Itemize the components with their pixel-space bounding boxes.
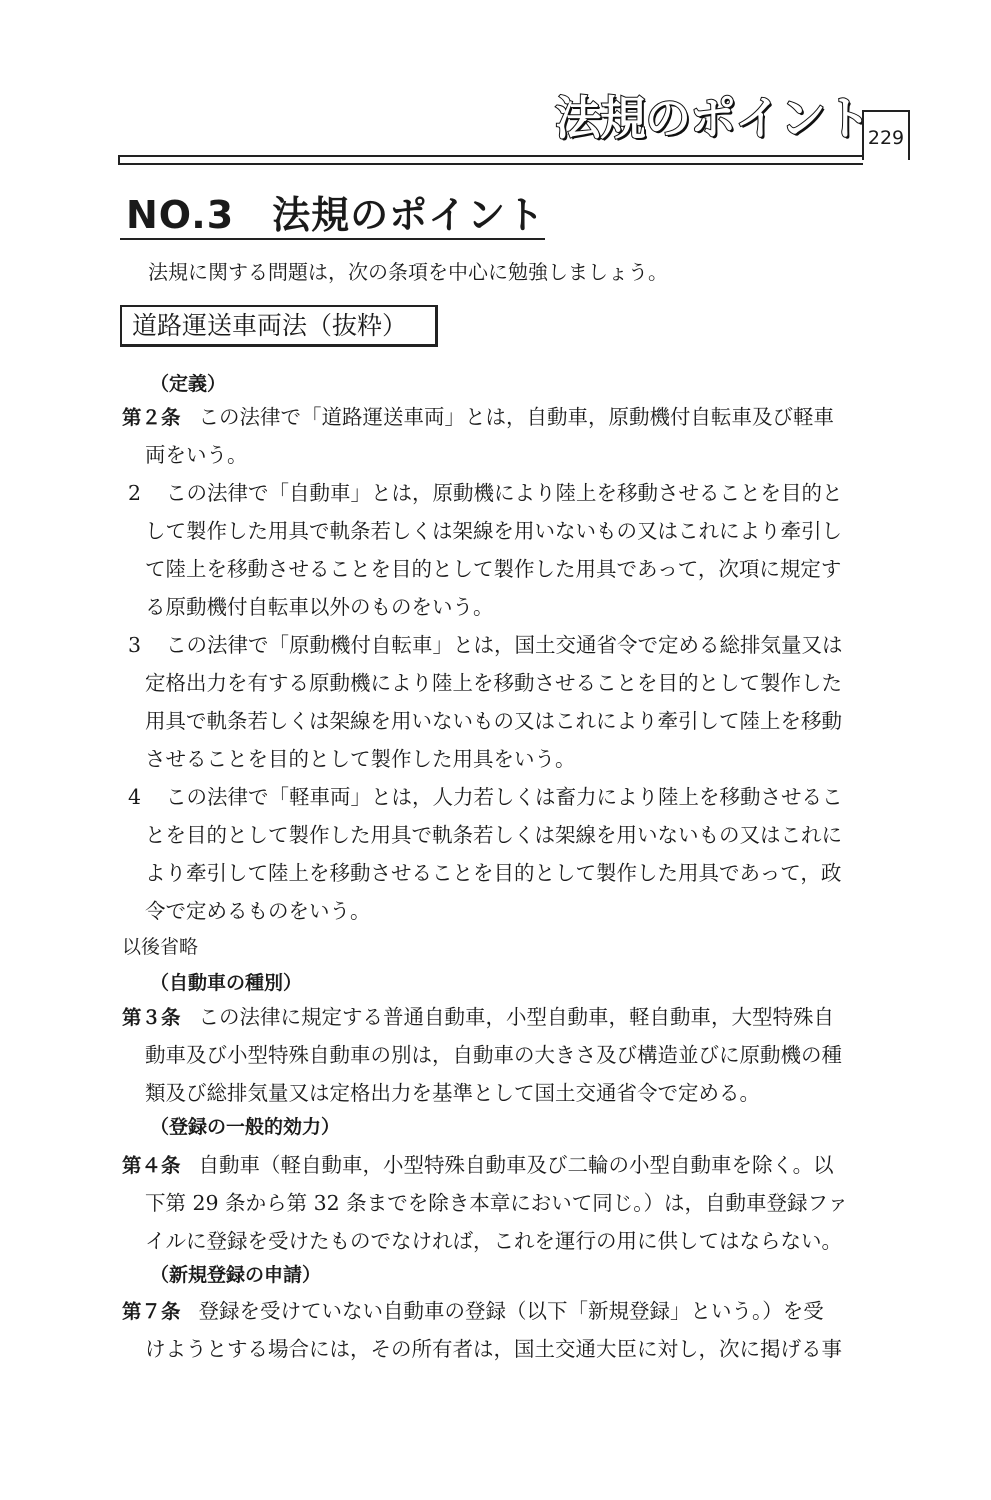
article-line: 類及び総排気量又は定格出力を基準として国土交通省令で定める。 (145, 1081, 760, 1105)
article-line: 動車及び小型特殊自動車の別は，自動車の大きさ及び構造並びに原動機の種 (145, 1043, 842, 1067)
paragraph-line: させることを目的として製作した用具をいう。 (145, 747, 576, 771)
section-underline (120, 238, 545, 240)
running-header-title: 法規のポイント (555, 91, 870, 145)
article-line: けようとする場合には，その所有者は，国土交通大臣に対し，次に掲げる事 (145, 1337, 842, 1361)
paragraph-line (128, 782, 843, 812)
section-heading (126, 190, 545, 240)
article-line: 下第 29 条から第 32 条までを除き本章において同じ。）は，自動車登録ファ (145, 1191, 849, 1215)
paragraph-line (128, 630, 843, 660)
paragraph-line: 定格出力を有する原動機により陸上を移動させることを目的として製作した (145, 671, 842, 695)
intro-text: 法規に関する問題は，次の条項を中心に勉強しましょう。 (148, 260, 668, 284)
section-title: 法規のポイント (272, 193, 546, 237)
article-text: 登録を受けていない自動車の登録（以下「新規登録」という。）を受 (198, 1299, 824, 1323)
paragraph-text: この法律で「軽車両」とは，人力若しくは畜力により陸上を移動させるこ (166, 785, 843, 809)
paragraph-line: 令で定めるものをいう。 (145, 899, 371, 923)
article-line (122, 1150, 834, 1181)
law-title: 道路運送車両法（抜粋） (132, 311, 408, 340)
paragraph-text: この法律で「原動機付自転車」とは，国土交通省令で定める総排気量又は (166, 633, 843, 657)
article-line (122, 402, 834, 433)
article-heading: （登録の一般的効力） (150, 1116, 341, 1138)
paragraph-number: 2 (128, 481, 142, 505)
article-line (122, 1002, 834, 1033)
header-rule (118, 155, 863, 157)
article-label: 第４条 (122, 1154, 181, 1177)
paragraph-line: して製作した用具で軌条若しくは架線を用いないもの又はこれにより牽引し (145, 519, 842, 543)
article-text: 自動車（軽自動車，小型特殊自動車及び二輪の小型自動車を除く。以 (198, 1153, 834, 1177)
paragraph-number: 3 (128, 633, 142, 657)
article-label: 第３条 (122, 1006, 181, 1029)
article-text: この法律に規定する普通自動車，小型自動車，軽自動車，大型特殊自 (198, 1005, 835, 1029)
paragraph-line (128, 478, 843, 508)
article-label: 第２条 (122, 406, 181, 429)
article-label: 第７条 (122, 1300, 181, 1323)
header-rule (118, 163, 863, 165)
paragraph-number: 4 (128, 785, 142, 809)
article-line: イルに登録を受けたものでなければ，これを運行の用に供してはならない。 (145, 1229, 842, 1253)
article-heading: （自動車の種別） (150, 972, 303, 994)
page-number: 229 (867, 127, 905, 149)
paragraph-line: る原動機付自転車以外のものをいう。 (145, 595, 494, 619)
article-line: 両をいう。 (145, 443, 248, 467)
article-text: この法律で「道路運送車両」とは，自動車，原動機付自転車及び軽車 (198, 405, 835, 429)
omission-note: 以後省略 (122, 936, 199, 958)
paragraph-line: より牽引して陸上を移動させることを目的として製作した用具であって，政 (145, 861, 842, 885)
paragraph-text: この法律で「自動車」とは，原動機により陸上を移動させることを目的と (166, 481, 843, 505)
article-heading: （定義） (150, 373, 227, 395)
header-rule (118, 155, 120, 165)
article-line (122, 1296, 824, 1327)
paragraph-line: とを目的として製作した用具で軌条若しくは架線を用いないもの又はこれに (145, 823, 842, 847)
paragraph-line: て陸上を移動させることを目的として製作した用具であって，次項に規定す (145, 557, 842, 581)
article-heading: （新規登録の申請） (150, 1264, 322, 1286)
paragraph-line: 用具で軌条若しくは架線を用いないもの又はこれにより牽引して陸上を移動 (145, 709, 842, 733)
section-number: NO.3 (126, 193, 235, 237)
